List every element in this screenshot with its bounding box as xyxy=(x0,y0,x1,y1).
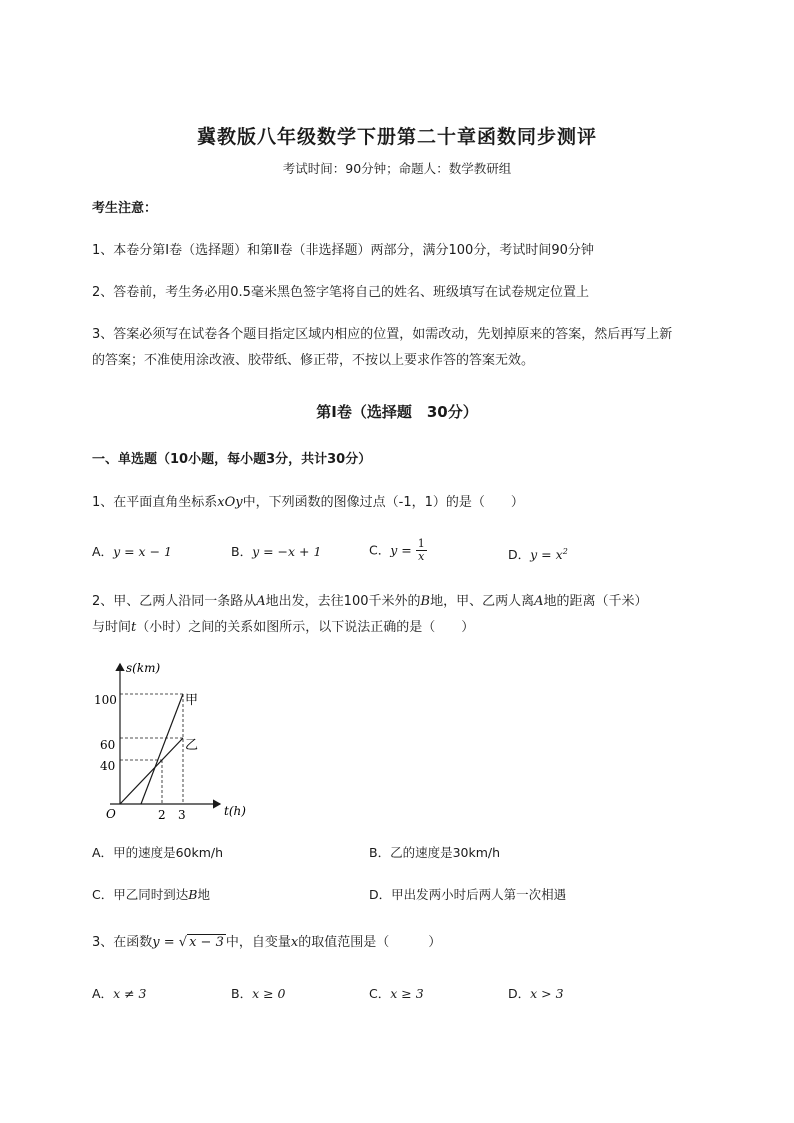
notice-heading: 考生注意： xyxy=(92,201,158,216)
y-axis-label: s(km) xyxy=(126,661,161,675)
q2-option-a: A．甲的速度是60km/h xyxy=(92,845,224,860)
origin-label: O xyxy=(106,807,116,821)
series-label-jia: 甲 xyxy=(185,693,199,708)
q2-stem-line1: 2、甲、乙两人沿同一条路从A地出发，去往100千米外的B地，甲、乙两人离A地的距离（千米） xyxy=(92,594,648,609)
section-title: 第Ⅰ卷（选择题 30分） xyxy=(316,403,478,421)
q1-option-c: C．y = $\frac{1}{x}$ xyxy=(369,537,425,563)
q3-option-b: B．x ≥ 0 xyxy=(231,986,286,1001)
q1-option-d: D．$y = x^2$ xyxy=(508,547,568,563)
q1-stem: 1、在平面直角坐标系xOy中，下列函数的图像过点（-1，1）的是（ ） xyxy=(92,495,524,510)
x-axis-label: t(h) xyxy=(224,804,246,818)
y-tick-100: 100 xyxy=(94,693,117,707)
exam-info: 考试时间：90分钟；命题人：数学教研组 xyxy=(282,161,512,176)
sqrt-expression: √ x − 3 xyxy=(178,935,224,950)
q2-stem-line2: 与时间t（小时）之间的关系如图所示，以下说法正确的是（ ） xyxy=(92,620,475,635)
part1-heading: 一、单选题（10小题，每小题3分，共计30分） xyxy=(92,452,372,467)
notice-3a: 3、答案必须写在试卷各个题目指定区域内相应的位置，如需改动，先划掉原来的答案，然后再写上新 xyxy=(92,327,673,342)
q2-option-c: C．甲乙同时到达B地 xyxy=(92,887,210,902)
series-line-yi xyxy=(120,738,183,804)
q1-option-a: A．y = x − 1 xyxy=(92,544,172,559)
page-title: 冀教版八年级数学下册第二十章函数同步测评 xyxy=(196,126,597,148)
q3-stem: 3、在函数y = √ x − 3 中，自变量x的取值范围是（ ） xyxy=(92,935,442,950)
q2-option-d: D．甲出发两小时后两人第一次相遇 xyxy=(369,887,567,902)
q3-option-c: C．x ≥ 3 xyxy=(369,986,424,1001)
distance-time-graph xyxy=(88,652,288,832)
fraction: $\frac{1}{x}$ xyxy=(417,537,425,563)
x-tick-2: 2 xyxy=(158,808,166,822)
q3-option-d: D．x > 3 xyxy=(508,986,564,1001)
series-label-yi: 乙 xyxy=(185,738,199,753)
q2-option-b: B．乙的速度是30km/h xyxy=(369,845,501,860)
notice-2: 2、答卷前，考生务必用0.5毫米黑色签字笔将自己的姓名、班级填写在试卷规定位置上 xyxy=(92,285,589,300)
y-tick-40: 40 xyxy=(100,759,116,773)
notice-1: 1、本卷分第Ⅰ卷（选择题）和第Ⅱ卷（非选择题）两部分，满分100分，考试时间90分钟 xyxy=(92,243,594,258)
q3-option-a: A．x ≠ 3 xyxy=(92,986,147,1001)
x-tick-3: 3 xyxy=(178,808,186,822)
q1-option-b: B．y = −x + 1 xyxy=(231,544,322,559)
y-tick-60: 60 xyxy=(100,738,116,752)
notice-3b: 的答案；不准使用涂改液、胶带纸、修正带，不按以上要求作答的答案无效。 xyxy=(92,353,535,368)
